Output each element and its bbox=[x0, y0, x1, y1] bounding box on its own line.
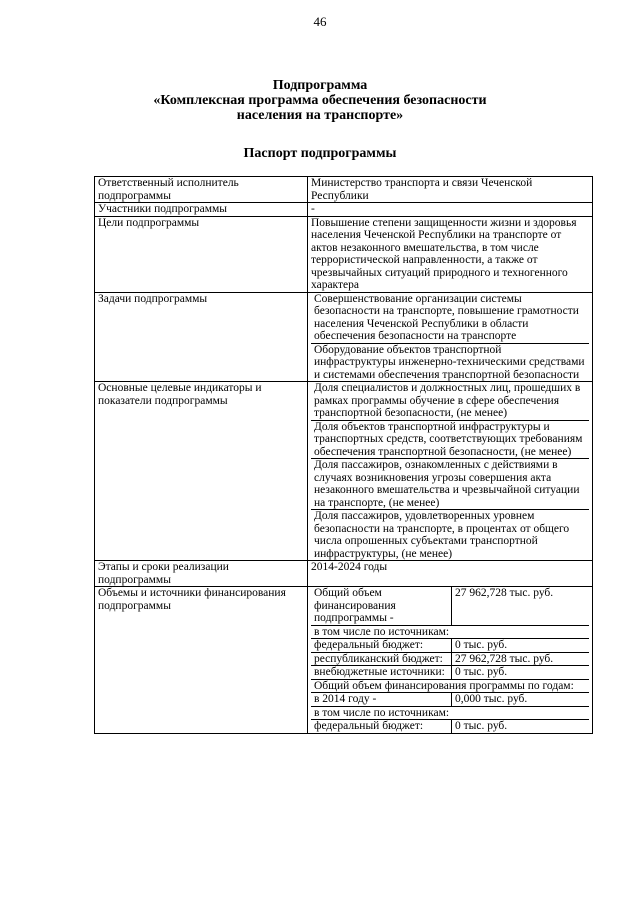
financing-table bbox=[311, 587, 589, 733]
row-label-financing: Объемы и источники финансирования подпрограммы bbox=[95, 587, 308, 734]
financing-row bbox=[311, 625, 589, 639]
fin-republic-value: 27 962,728 тыс. руб. bbox=[452, 652, 590, 666]
indicator-item: Доля пассажиров, ознакомленных с действиями в случаях возникновения угрозы совершения акта незаконного вмешательства и чрезвычайной ситуации на транспорте, (не менее) bbox=[311, 458, 589, 509]
fin-by-year: Общий объем финансирования программы по годам: bbox=[311, 679, 589, 693]
table-row bbox=[95, 587, 593, 734]
row-label-tasks: Задачи подпрограммы bbox=[95, 292, 308, 382]
fin-total-label: Общий объем финансирования подпрограммы - bbox=[311, 587, 452, 625]
fin-federal-label: федеральный бюджет: bbox=[311, 639, 452, 653]
passport-table bbox=[94, 176, 593, 734]
row-value-stages: 2014-2024 годы bbox=[308, 561, 593, 587]
financing-row bbox=[311, 639, 589, 653]
document-title bbox=[0, 78, 640, 123]
table-row bbox=[95, 382, 593, 561]
task-item: Совершенствование организации системы безопасности на транспорте, повышение грамотности населения Чеченской Республики в области обеспечения безопасности на транспорте bbox=[314, 292, 579, 342]
table-row bbox=[95, 203, 593, 217]
row-value-participants: - bbox=[308, 203, 593, 217]
task-item: Оборудование объектов транспортной инфраструктуры инженерно-техническими средствами и системами обеспечения транспортной безопасности bbox=[311, 343, 589, 382]
table-row bbox=[95, 292, 593, 382]
financing-row bbox=[311, 679, 589, 693]
row-label-indicators: Основные целевые индикаторы и показатели подпрограммы bbox=[95, 382, 308, 561]
title-line-3: населения на транспорте» bbox=[236, 108, 404, 123]
title-line-2: «Комплексная программа обеспечения безопасности bbox=[153, 93, 487, 108]
fin-republic-label: республиканский бюджет: bbox=[311, 652, 452, 666]
fin-2014-value: 0,000 тыс. руб. bbox=[452, 693, 590, 707]
title-line-1: Подпрограмма bbox=[272, 78, 368, 93]
fin-by-source-2: в том числе по источникам: bbox=[311, 706, 589, 720]
table-row bbox=[95, 561, 593, 587]
row-value-executor: Министерство транспорта и связи Чеченской Республики bbox=[308, 177, 593, 203]
fin-federal-value-2: 0 тыс. руб. bbox=[452, 720, 590, 733]
row-value-financing bbox=[308, 587, 593, 734]
indicator-item: Доля объектов транспортной инфраструктуры и транспортных средств, соответствующих требованиям обеспечения транспортной безопасности, (не менее) bbox=[311, 420, 589, 459]
fin-by-source: в том числе по источникам: bbox=[311, 625, 589, 639]
financing-row bbox=[311, 666, 589, 680]
indicator-item: Доля пассажиров, удовлетворенных уровнем безопасности на транспорте, в процентах от общего числа опрошенных субъектами транспортной инфраструктуры, (не менее) bbox=[311, 509, 589, 560]
financing-row bbox=[311, 720, 589, 733]
fin-extra-label: внебюджетные источники: bbox=[311, 666, 452, 680]
fin-federal-label-2: федеральный бюджет: bbox=[311, 720, 452, 733]
passport-title: Паспорт подпрограммы bbox=[243, 146, 397, 161]
table-row bbox=[95, 216, 593, 292]
fin-total-value: 27 962,728 тыс. руб. bbox=[455, 587, 554, 599]
table-row bbox=[95, 177, 593, 203]
financing-row bbox=[311, 706, 589, 720]
row-label-executor: Ответственный исполнитель подпрограммы bbox=[95, 177, 308, 203]
row-label-goals: Цели подпрограммы bbox=[95, 216, 308, 292]
fin-extra-value: 0 тыс. руб. bbox=[452, 666, 590, 680]
fin-federal-value: 0 тыс. руб. bbox=[452, 639, 590, 653]
row-label-stages: Этапы и сроки реализации подпрограммы bbox=[95, 561, 308, 587]
financing-row bbox=[311, 652, 589, 666]
indicator-item: Доля специалистов и должностных лиц, прошедших в рамках программы обучение в сфере обеспечения транспортной безопасности, (не менее) bbox=[314, 382, 581, 419]
financing-row bbox=[311, 693, 589, 707]
page-number: 46 bbox=[313, 14, 327, 29]
fin-2014-label: в 2014 году - bbox=[311, 693, 452, 707]
row-label-participants: Участники подпрограммы bbox=[95, 203, 308, 217]
row-value-indicators bbox=[308, 382, 593, 561]
row-value-goals: Повышение степени защищенности жизни и здоровья населения Чеченской Республики на транспорте от актов незаконного вмешательства, в том числе террористической направленности, а также от чрезвычайных ситуаций природного и техногенного характера bbox=[308, 216, 593, 292]
row-value-tasks bbox=[308, 292, 593, 382]
financing-row bbox=[311, 587, 589, 625]
